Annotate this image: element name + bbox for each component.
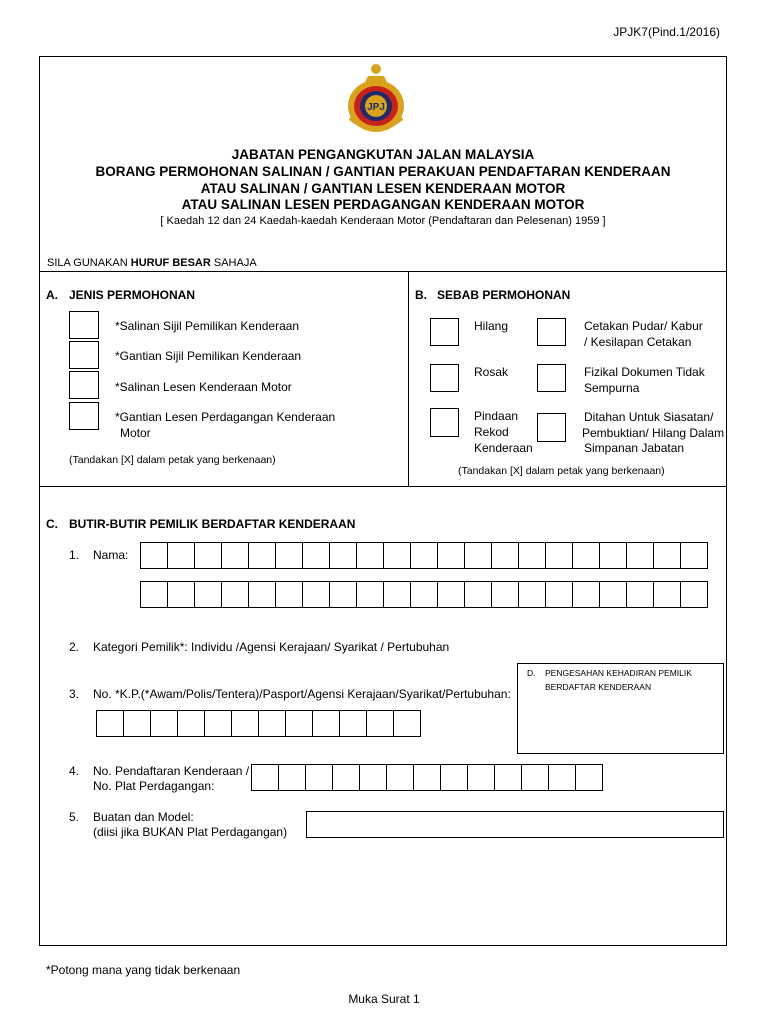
option-label: *Salinan Sijil Pemilikan Kenderaan — [115, 319, 300, 333]
char-cell[interactable] — [545, 581, 573, 608]
instruction-suffix: SAHAJA — [210, 257, 257, 269]
footnote: *Potong mana yang tidak berkenaan — [46, 963, 241, 977]
char-cell[interactable] — [599, 542, 627, 569]
char-cell[interactable] — [312, 710, 340, 737]
char-cell[interactable] — [356, 581, 384, 608]
section-c-letter: C. — [46, 517, 58, 531]
header-line-3: ATAU SALINAN / GANTIAN LESEN KENDERAAN MOTOR — [200, 181, 566, 196]
checkbox-ditahan-siasatan[interactable] — [537, 413, 566, 442]
char-cell[interactable] — [521, 764, 549, 791]
char-cell[interactable] — [194, 581, 222, 608]
char-cell[interactable] — [248, 581, 276, 608]
char-cell[interactable] — [140, 542, 168, 569]
char-cell[interactable] — [518, 542, 546, 569]
char-cell[interactable] — [518, 581, 546, 608]
section-b-note: (Tandakan [X] dalam petak yang berkenaan) — [458, 465, 665, 477]
char-cell[interactable] — [653, 581, 681, 608]
char-cell[interactable] — [467, 764, 495, 791]
char-cell[interactable] — [626, 581, 654, 608]
reason-label: Simpanan Jabatan — [584, 441, 685, 455]
char-cell[interactable] — [96, 710, 124, 737]
checkbox-salinan-lesen[interactable] — [69, 371, 99, 399]
name-input-row-2[interactable] — [140, 581, 708, 608]
id-number-input[interactable] — [96, 710, 421, 737]
char-cell[interactable] — [653, 542, 681, 569]
checkbox-pindaan-rekod[interactable] — [430, 408, 459, 437]
char-cell[interactable] — [440, 764, 468, 791]
make-model-label: Buatan dan Model: — [93, 810, 194, 824]
char-cell[interactable] — [491, 581, 519, 608]
char-cell[interactable] — [177, 710, 205, 737]
registration-label: No. Plat Perdagangan: — [93, 779, 215, 793]
char-cell[interactable] — [140, 581, 168, 608]
char-cell[interactable] — [302, 581, 330, 608]
item-number: 3. — [69, 687, 80, 701]
char-cell[interactable] — [359, 764, 387, 791]
option-label: Motor — [120, 426, 151, 440]
char-cell[interactable] — [464, 581, 492, 608]
item-number: 1. — [69, 548, 80, 562]
char-cell[interactable] — [258, 710, 286, 737]
char-cell[interactable] — [221, 542, 249, 569]
char-cell[interactable] — [194, 542, 222, 569]
reason-label: Cetakan Pudar/ Kabur — [584, 319, 703, 333]
jpj-logo — [342, 62, 410, 136]
divider — [408, 271, 409, 486]
char-cell[interactable] — [285, 710, 313, 737]
header-reference: [ Kaedah 12 dan 24 Kaedah-kaedah Kenderaan Motor (Pendaftaran dan Pelesenan) 1959 ] — [160, 215, 606, 227]
option-label: *Gantian Sijil Pemilikan Kenderaan — [115, 349, 302, 363]
page-number: Muka Surat 1 — [348, 992, 420, 1006]
name-label: Nama: — [93, 548, 129, 562]
char-cell[interactable] — [123, 710, 151, 737]
item-number: 5. — [69, 810, 80, 824]
header-line-2: BORANG PERMOHONAN SALINAN / GANTIAN PERAKUAN PENDAFTARAN KENDERAAN — [95, 164, 671, 179]
divider — [39, 271, 727, 272]
registration-label: No. Pendaftaran Kenderaan / — [93, 764, 250, 778]
char-cell[interactable] — [575, 764, 603, 791]
option-label: *Gantian Lesen Perdagangan Kenderaan — [115, 410, 336, 424]
char-cell[interactable] — [305, 764, 333, 791]
char-cell[interactable] — [167, 542, 195, 569]
instruction-bold: HURUF BESAR — [130, 257, 211, 269]
char-cell[interactable] — [680, 542, 708, 569]
checkbox-salinan-sijil[interactable] — [69, 311, 99, 339]
section-d-title: BERDAFTAR KENDERAAN — [545, 682, 652, 692]
char-cell[interactable] — [329, 542, 357, 569]
char-cell[interactable] — [356, 542, 384, 569]
section-a-title: JENIS PERMOHONAN — [69, 288, 196, 302]
char-cell[interactable] — [366, 710, 394, 737]
char-cell[interactable] — [275, 542, 303, 569]
char-cell[interactable] — [329, 581, 357, 608]
char-cell[interactable] — [275, 581, 303, 608]
char-cell[interactable] — [221, 581, 249, 608]
reason-label: Sempurna — [584, 381, 640, 395]
svg-text:JPJ: JPJ — [367, 102, 385, 113]
instruction — [47, 257, 257, 269]
make-model-input[interactable] — [306, 811, 724, 838]
char-cell[interactable] — [437, 542, 465, 569]
item-number: 2. — [69, 640, 80, 654]
header-line-1: JABATAN PENGANGKUTAN JALAN MALAYSIA — [231, 147, 535, 162]
section-b-letter: B. — [415, 288, 427, 302]
reason-label: Hilang — [474, 319, 509, 333]
form-code: JPJK7(Pind.1/2016) — [613, 25, 720, 39]
char-cell[interactable] — [167, 581, 195, 608]
option-label: *Salinan Lesen Kenderaan Motor — [115, 380, 292, 394]
reason-label: Pembuktian/ Hilang Dalam — [582, 426, 725, 440]
char-cell[interactable] — [545, 542, 573, 569]
char-cell[interactable] — [626, 542, 654, 569]
char-cell[interactable] — [491, 542, 519, 569]
char-cell[interactable] — [572, 581, 600, 608]
registration-number-input[interactable] — [251, 764, 603, 791]
item-number: 4. — [69, 764, 80, 778]
checkbox-gantian-lesen-perdagangan[interactable] — [69, 402, 99, 430]
section-b-title: SEBAB PERMOHONAN — [437, 288, 571, 302]
section-d-title: PENGESAHAN KEHADIRAN PEMILIK — [545, 668, 692, 678]
char-cell[interactable] — [572, 542, 600, 569]
char-cell[interactable] — [383, 581, 411, 608]
reason-label: / Kesilapan Cetakan — [584, 335, 692, 349]
char-cell[interactable] — [302, 542, 330, 569]
char-cell[interactable] — [248, 542, 276, 569]
char-cell[interactable] — [680, 581, 708, 608]
char-cell[interactable] — [413, 764, 441, 791]
reason-label: Ditahan Untuk Siasatan/ — [584, 410, 714, 424]
char-cell[interactable] — [464, 542, 492, 569]
char-cell[interactable] — [410, 542, 438, 569]
instruction-prefix: SILA GUNAKAN — [47, 257, 131, 269]
header-line-4: ATAU SALINAN LESEN PERDAGANGAN KENDERAAN MOTOR — [181, 197, 585, 212]
reason-label: Kenderaan — [474, 441, 533, 455]
section-a-letter: A. — [46, 288, 58, 302]
section-a-note: (Tandakan [X] dalam petak yang berkenaan) — [69, 454, 276, 466]
checkbox-gantian-sijil[interactable] — [69, 341, 99, 369]
make-model-note: (diisi jika BUKAN Plat Perdagangan) — [93, 825, 288, 839]
char-cell[interactable] — [278, 764, 306, 791]
char-cell[interactable] — [393, 710, 421, 737]
char-cell[interactable] — [231, 710, 259, 737]
id-number-label: No. *K.P.(*Awam/Polis/Tentera)/Pasport/Agensi Kerajaan/Syarikat/Pertubuhan: — [93, 687, 511, 701]
char-cell[interactable] — [150, 710, 178, 737]
name-input-row-1[interactable] — [140, 542, 708, 569]
reason-label: Pindaan — [474, 409, 519, 423]
char-cell[interactable] — [599, 581, 627, 608]
char-cell[interactable] — [548, 764, 576, 791]
checkbox-rosak[interactable] — [430, 364, 459, 392]
reason-label: Fizikal Dokumen Tidak — [584, 365, 705, 379]
section-c-title: BUTIR-BUTIR PEMILIK BERDAFTAR KENDERAAN — [69, 517, 356, 531]
char-cell[interactable] — [204, 710, 232, 737]
checkbox-fizikal-dokumen[interactable] — [537, 364, 566, 392]
char-cell[interactable] — [383, 542, 411, 569]
char-cell[interactable] — [339, 710, 367, 737]
owner-category-label: Kategori Pemilik*: Individu /Agensi Kerajaan/ Syarikat / Pertubuhan — [93, 640, 450, 654]
reason-label: Rekod — [474, 425, 509, 439]
char-cell[interactable] — [332, 764, 360, 791]
checkbox-hilang[interactable] — [430, 318, 459, 346]
checkbox-cetakan-pudar[interactable] — [537, 318, 566, 346]
divider — [39, 486, 727, 487]
section-d-letter: D. — [527, 668, 536, 678]
char-cell[interactable] — [251, 764, 279, 791]
char-cell[interactable] — [437, 581, 465, 608]
char-cell[interactable] — [410, 581, 438, 608]
reason-label: Rosak — [474, 365, 509, 379]
char-cell[interactable] — [386, 764, 414, 791]
char-cell[interactable] — [494, 764, 522, 791]
